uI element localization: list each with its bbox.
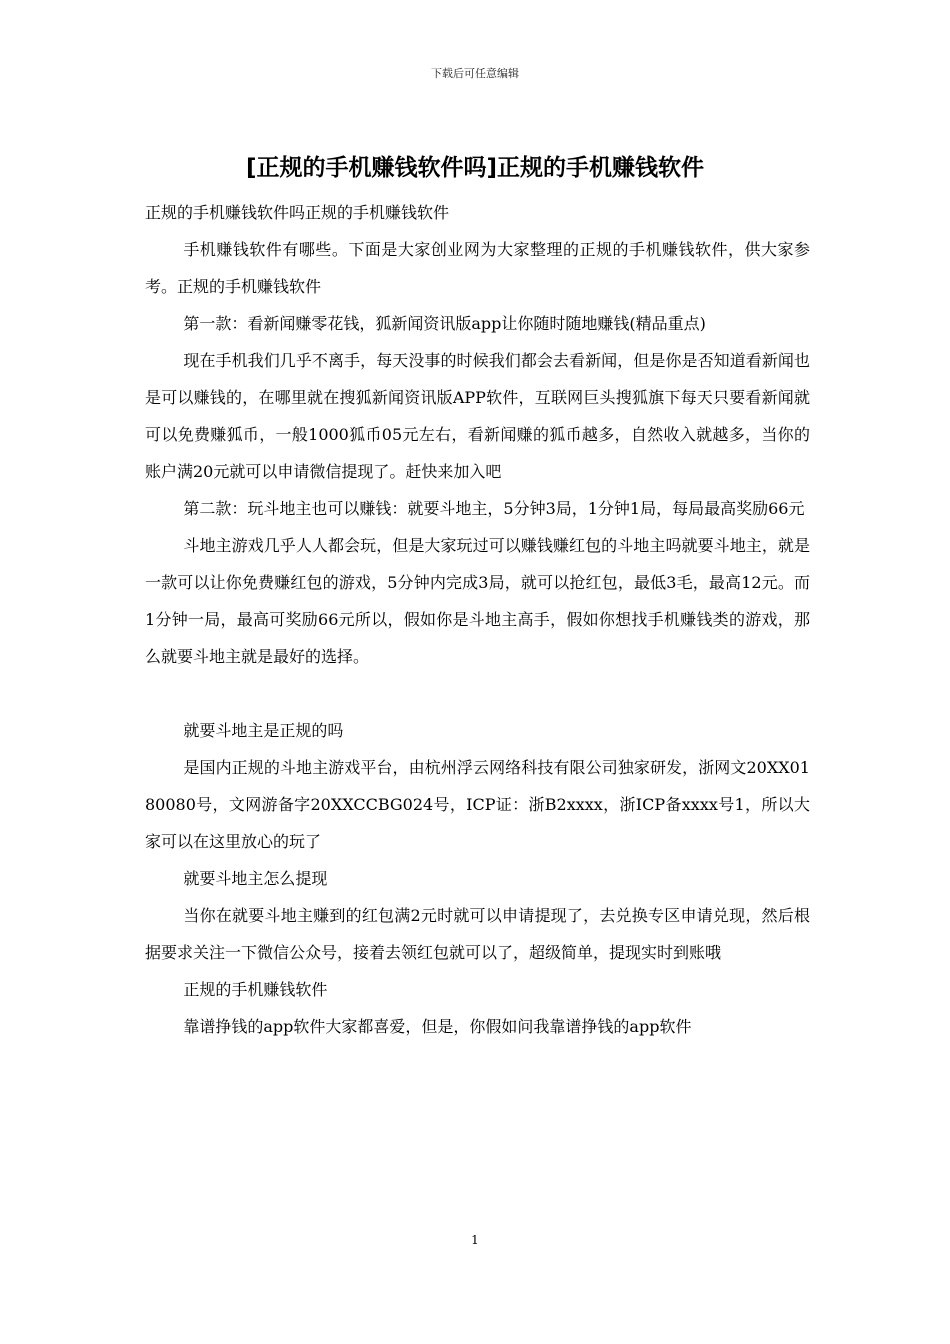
paragraph-news-app: 现在手机我们几乎不离手，每天没事的时候我们都会去看新闻，但是你是否知道看新闻也是可以赚钱的，在哪里就在搜狐新闻资讯版APP软件，互联网巨头搜狐旗下每天只要看新闻就可以免费赚狐币，一般1000狐币05元左右，看新闻赚的狐币越多，自然收入就越多，当你的账户满20元就可以申请微信提现了。赶快来加入吧 [145, 351, 810, 481]
paragraph-heading-first: 第一款：看新闻赚零花钱，狐新闻资讯版app让你随时随地赚钱(精品重点) [183, 314, 706, 333]
document-body [145, 194, 810, 1045]
document-title: [正规的手机赚钱软件吗]正规的手机赚钱软件 [245, 155, 705, 181]
paragraph-subtitle: 正规的手机赚钱软件吗正规的手机赚钱软件 [145, 203, 450, 222]
page-header: 下载后可任意编辑 [431, 67, 519, 80]
paragraph-intro: 手机赚钱软件有哪些。下面是大家创业网为大家整理的正规的手机赚钱软件，供大家参考。正规的手机赚钱软件 [145, 240, 810, 296]
paragraph-question-legit: 就要斗地主是正规的吗 [183, 721, 344, 740]
paragraph-doudizhu: 斗地主游戏几乎人人都会玩，但是大家玩过可以赚钱赚红包的斗地主吗就要斗地主，就是一款可以让你免费赚红包的游戏，5分钟内完成3局，就可以抢红包，最低3毛，最高12元。而1分钟一局，最高可奖励66元所以，假如你是斗地主高手，假如你想找手机赚钱类的游戏，那么就要斗地主就是最好的选择。 [145, 536, 810, 666]
paragraph-section-heading: 正规的手机赚钱软件 [183, 980, 328, 999]
paragraph-withdraw-answer: 当你在就要斗地主赚到的红包满2元时就可以申请提现了，去兑换专区申请兑现，然后根据要求关注一下微信公众号，接着去领红包就可以了，超级简单，提现实时到账哦 [145, 906, 810, 962]
paragraph-legit-answer: 是国内正规的斗地主游戏平台，由杭州浮云网络科技有限公司独家研发，浙网文20XX0180080号，文网游备字20XXCCBG024号，ICP证：浙B2xxxx，浙ICP备xxxx号1，所以大家可以在这里放心的玩了 [145, 758, 810, 851]
paragraph-question-withdraw: 就要斗地主怎么提现 [183, 869, 328, 888]
paragraph-heading-second: 第二款：玩斗地主也可以赚钱：就要斗地主，5分钟3局，1分钟1局，每局最高奖励66元 [183, 499, 805, 518]
page-number: 1 [471, 1233, 479, 1247]
paragraph-closing: 靠谱挣钱的app软件大家都喜爱，但是，你假如问我靠谱挣钱的app软件 [183, 1017, 692, 1036]
